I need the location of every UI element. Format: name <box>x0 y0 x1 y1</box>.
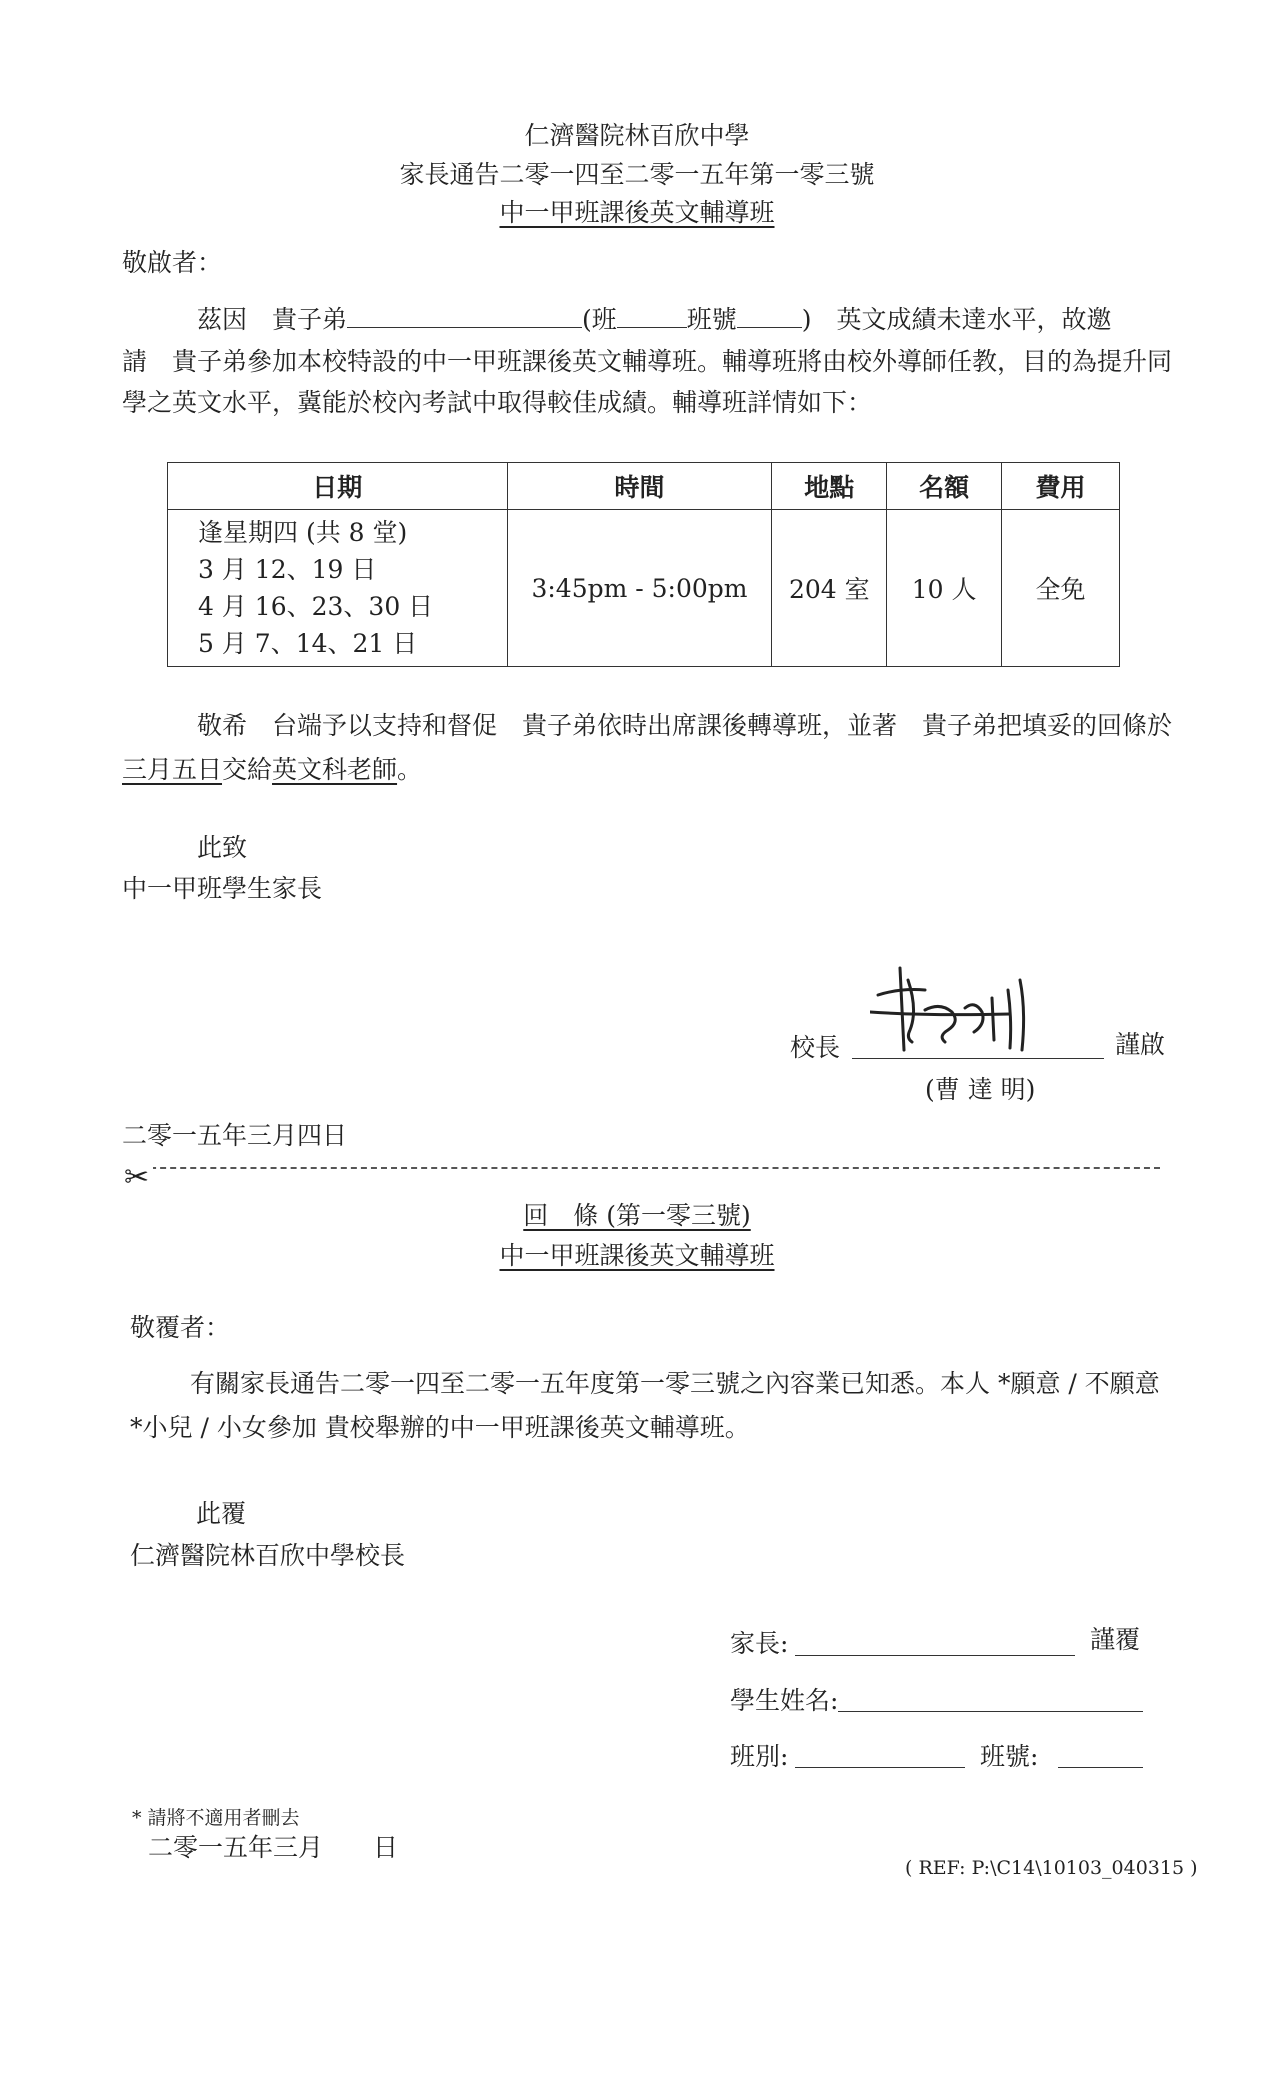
english-teacher: 英文科老師 <box>272 755 398 784</box>
request-mid: 交給 <box>222 755 273 784</box>
student-name-label: 學生姓名: <box>730 1686 839 1715</box>
header-date: 日期 <box>168 463 508 510</box>
request-end: 。 <box>397 755 423 784</box>
class-number-blank <box>737 305 802 328</box>
header-time: 時間 <box>507 463 772 510</box>
reply-title-1 <box>0 1198 1274 1234</box>
cut-line <box>130 1167 1160 1169</box>
intro-line-2: 請 貴子弟參加本校特設的中一甲班課後英文輔導班。輔導班將由校外導師任教，目的為提升同 <box>122 347 1173 376</box>
parent-respect: 謹覆 <box>1090 1625 1141 1654</box>
class-number-line <box>1058 1767 1143 1768</box>
footnote: * 請將不適用者刪去 <box>132 1807 300 1829</box>
class-line <box>795 1767 965 1768</box>
intro-line-1 <box>197 302 1112 338</box>
school-name: 仁濟醫院林百欣中學 <box>524 121 750 150</box>
reply-cifu: 此覆 <box>196 1499 247 1528</box>
header-venue: 地點 <box>772 463 887 510</box>
notice-title-text: 中一甲班課後英文輔導班 <box>499 198 775 227</box>
notice-number: 家長通告二零一四至二零一五年第一零三號 <box>399 160 875 189</box>
principal-signature <box>870 950 1070 1060</box>
intro-text-b: (班 <box>582 305 617 334</box>
intro-text-c: 班號 <box>686 305 737 334</box>
reply-date: 二零一五年三月 日 <box>148 1833 399 1862</box>
reply-addressee: 仁濟醫院林百欣中學校長 <box>130 1541 406 1570</box>
salutation: 敬啟者： <box>122 248 223 277</box>
reply-body-line-1: 有關家長通告二零一四至二零一五年度第一零三號之內容業已知悉。本人 *願意 / 不願意 <box>190 1369 1160 1398</box>
class-blank <box>617 305 687 328</box>
deadline: 三月五日 <box>122 755 223 784</box>
date-line: 5 月 7、14、21 日 <box>198 629 418 658</box>
request-line-1: 敬希 台端予以支持和督促 貴子弟依時出席課後轉導班，並著 貴子弟把填妥的回條於 <box>197 711 1173 740</box>
table-header-row <box>168 463 1120 510</box>
class-number-label: 班號: <box>980 1742 1039 1771</box>
intro-line-3: 學之英文水平，冀能於校內考試中取得較佳成績。輔導班詳情如下： <box>122 388 873 417</box>
intro-text-d: ) 英文成績未達水平，故邀 <box>801 305 1112 334</box>
principal-respect: 謹啟 <box>1115 1030 1166 1059</box>
date-line: 3 月 12、19 日 <box>198 555 377 584</box>
table-row <box>168 510 1120 667</box>
reply-salutation: 敬覆者： <box>130 1313 231 1342</box>
intro-text-a: 茲因 貴子弟 <box>197 305 348 334</box>
parent-label: 家長: <box>730 1629 789 1658</box>
parent-signature-line <box>795 1655 1075 1656</box>
date-line: 逢星期四 (共 8 堂) <box>198 518 408 547</box>
class-label: 班別: <box>730 1742 789 1771</box>
date-cell <box>168 510 508 667</box>
time-cell: 3:45pm - 5:00pm <box>507 510 772 667</box>
reference-code: ( REF: P:\C14\10103_040315 ) <box>905 1857 1198 1879</box>
reply-body-line-2: *小兒 / 小女參加 貴校舉辦的中一甲班課後英文輔導班。 <box>130 1413 750 1442</box>
student-name-blank <box>347 305 582 328</box>
reply-title-2-text: 中一甲班課後英文輔導班 <box>499 1241 775 1270</box>
closing-recipient: 中一甲班學生家長 <box>122 874 323 903</box>
schedule-table <box>167 462 1120 667</box>
header-fee: 費用 <box>1002 463 1120 510</box>
closing-cizhi: 此致 <box>197 833 248 862</box>
principal-name: (曹 達 明) <box>925 1075 1036 1104</box>
quota-cell: 10 人 <box>887 510 1002 667</box>
principal-label: 校長 <box>790 1033 841 1062</box>
scissors-icon: ✂ <box>124 1163 153 1193</box>
date-line: 4 月 16、23、30 日 <box>198 592 434 621</box>
venue-cell: 204 室 <box>772 510 887 667</box>
student-name-line <box>838 1711 1143 1712</box>
request-line-2 <box>122 752 422 788</box>
issue-date: 二零一五年三月四日 <box>122 1121 348 1150</box>
fee-cell: 全免 <box>1002 510 1120 667</box>
reply-title-1-text: 回 條 (第一零三號) <box>523 1201 751 1230</box>
reply-title-2 <box>0 1238 1274 1274</box>
notice-title <box>0 195 1274 231</box>
header-quota: 名額 <box>887 463 1002 510</box>
